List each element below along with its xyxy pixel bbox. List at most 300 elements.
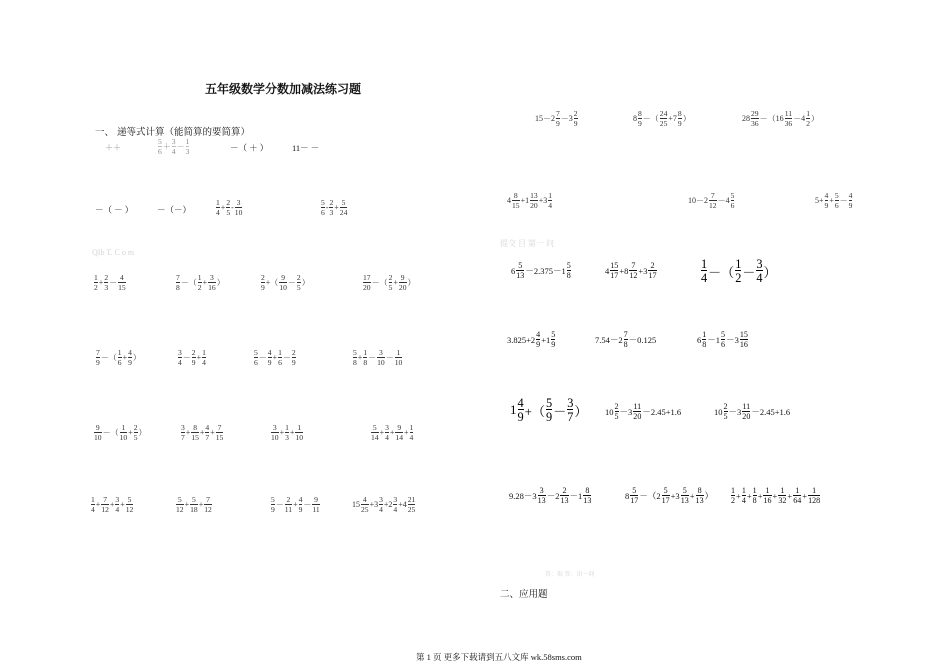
expression <box>352 349 403 366</box>
numerator: 5 <box>730 191 735 200</box>
numerator: 5 <box>341 198 346 207</box>
denominator: 4 <box>115 504 120 514</box>
fraction <box>681 487 689 505</box>
numerator: 7 <box>631 261 636 270</box>
fraction <box>285 496 292 513</box>
numerator: 29 <box>751 109 759 118</box>
fraction <box>763 487 771 505</box>
denominator: 12 <box>204 504 212 514</box>
fraction <box>178 349 182 366</box>
denominator: 13 <box>583 496 592 506</box>
fraction <box>377 349 385 366</box>
fraction <box>191 424 199 441</box>
operator-text: + <box>404 428 409 438</box>
expression <box>175 274 225 291</box>
operator-text: 7.54－2 <box>595 335 623 346</box>
denominator: 9 <box>96 357 100 367</box>
operator-text: －3 <box>619 407 633 418</box>
fraction <box>126 496 134 513</box>
fraction <box>94 274 98 291</box>
expression <box>633 110 691 127</box>
fraction <box>610 262 618 280</box>
fraction <box>181 424 185 441</box>
numerator: 8 <box>638 109 642 118</box>
fraction <box>226 199 230 216</box>
operator-text: ） <box>810 114 819 124</box>
denominator: 6 <box>834 200 839 210</box>
fraction <box>701 258 707 285</box>
operator-text: + <box>95 500 101 510</box>
operator-text: －（16 <box>759 114 784 124</box>
operator-text: ） <box>138 428 147 438</box>
expression <box>260 274 310 291</box>
fraction <box>785 110 793 127</box>
numerator: 5 <box>321 198 325 207</box>
denominator: 5 <box>296 282 301 292</box>
numerator: 7 <box>103 495 107 504</box>
fraction <box>825 192 829 209</box>
fraction <box>538 487 546 505</box>
fraction <box>696 487 704 505</box>
denominator: 4 <box>216 207 220 217</box>
denominator: 10 <box>94 432 102 442</box>
fraction <box>254 349 258 366</box>
numerator: 2 <box>650 261 655 270</box>
fraction <box>295 424 303 441</box>
denominator: 13 <box>516 271 525 281</box>
fraction <box>751 110 759 127</box>
operator-text: 6 <box>511 266 516 277</box>
fraction <box>629 262 637 280</box>
denominator: 4 <box>91 504 95 514</box>
operator-text: +（ <box>265 278 279 288</box>
numerator: 7 <box>206 495 210 504</box>
numerator: 4 <box>205 423 210 432</box>
operator-text: + <box>202 278 208 288</box>
numerator: 5 <box>518 261 523 270</box>
numerator: 4 <box>362 495 367 504</box>
operator-text: + <box>829 196 834 206</box>
fraction <box>567 262 571 280</box>
expression <box>292 142 319 154</box>
numerator: 4 <box>517 396 524 410</box>
denominator: 9 <box>546 410 553 425</box>
denominator: 6 <box>158 146 162 156</box>
fraction <box>753 487 757 505</box>
operator-text: －3 <box>726 335 739 346</box>
numerator: 3 <box>379 348 383 357</box>
fraction <box>101 496 109 513</box>
expression <box>742 110 819 127</box>
operator-text: －2.45+1.6 <box>751 407 791 418</box>
expression <box>510 397 587 424</box>
operator-text: +3 <box>638 266 648 277</box>
operator-text: + <box>279 428 285 438</box>
operator-text: + <box>210 428 215 438</box>
fraction <box>297 274 301 291</box>
denominator: 7 <box>567 410 574 425</box>
denominator: 36 <box>784 118 793 128</box>
fraction <box>204 496 212 513</box>
numerator: 7 <box>556 109 560 118</box>
denominator: 6 <box>117 357 122 367</box>
numerator: 4 <box>128 348 132 357</box>
numerator: 1 <box>396 348 401 357</box>
numerator: 15 <box>610 261 619 270</box>
numerator: 3 <box>178 348 182 357</box>
operator-text: －（－） <box>157 205 192 216</box>
page-title: 五年级数学分数加减法练习题 <box>205 82 362 96</box>
denominator: 4 <box>409 432 414 442</box>
fraction <box>574 110 578 127</box>
fraction <box>371 424 379 441</box>
operator-text: 8 <box>625 491 630 502</box>
operator-text: －（ <box>371 278 388 288</box>
fraction <box>202 349 206 366</box>
fraction <box>363 274 371 291</box>
fraction <box>721 331 725 349</box>
numerator: 1 <box>94 273 98 282</box>
fraction <box>624 331 628 349</box>
denominator: 11 <box>284 504 293 514</box>
operator-text: 28 <box>742 114 750 124</box>
denominator: 32 <box>778 496 787 506</box>
operator-text: ＋＋ <box>105 143 121 152</box>
operator-text: + <box>98 278 104 288</box>
numerator: 1 <box>741 486 746 495</box>
denominator: 4 <box>379 504 383 514</box>
denominator: 18 <box>190 504 198 514</box>
operator-text: + <box>185 428 191 438</box>
denominator: 36 <box>751 118 759 128</box>
numerator: 3 <box>567 396 574 410</box>
numerator: 3 <box>393 495 398 504</box>
expression <box>230 142 268 154</box>
denominator: 2 <box>806 118 810 128</box>
operator-text: 9.28－3 <box>509 491 537 502</box>
expression <box>215 199 243 216</box>
numerator: 5 <box>546 396 553 410</box>
operator-text: + <box>389 428 395 438</box>
fraction <box>118 274 126 291</box>
fraction <box>279 274 287 291</box>
operator-text: 5+ <box>815 196 824 206</box>
fraction <box>808 487 820 505</box>
expression <box>175 496 213 513</box>
operator-text: －（ <box>102 428 119 438</box>
denominator: 3 <box>185 146 190 156</box>
numerator: 24 <box>659 109 668 118</box>
numerator: 2 <box>562 486 567 495</box>
operator-text: －3 <box>560 114 573 124</box>
numerator: 9 <box>400 273 405 282</box>
operator-text: +3 <box>670 491 680 502</box>
fraction <box>756 258 762 285</box>
fraction <box>104 274 108 291</box>
fraction <box>410 424 414 441</box>
operator-text: ） <box>132 353 141 363</box>
denominator: 9 <box>517 410 524 425</box>
numerator: 1 <box>202 348 206 357</box>
fraction <box>731 487 735 505</box>
expression <box>253 349 297 366</box>
fraction <box>806 110 810 127</box>
operator-text: + <box>334 203 339 213</box>
fraction <box>849 192 853 209</box>
fraction <box>118 349 122 366</box>
section-2-heading: 二、应用题 <box>500 589 548 600</box>
fraction <box>208 274 216 291</box>
fraction <box>630 487 638 505</box>
expression <box>507 192 553 209</box>
denominator: 5 <box>133 432 138 442</box>
numerator: 2 <box>296 273 301 282</box>
numerator: 11 <box>742 402 751 411</box>
watermark-right: 提交 目 第一 问 <box>500 239 554 248</box>
fraction <box>633 403 641 421</box>
expression <box>595 331 656 349</box>
denominator: 24 <box>339 207 348 217</box>
fraction <box>835 192 839 209</box>
denominator: 9 <box>848 200 853 210</box>
denominator: 20 <box>398 282 407 292</box>
expression <box>605 403 681 421</box>
denominator: 4 <box>741 496 746 506</box>
denominator: 13 <box>680 496 689 506</box>
expression <box>95 204 133 216</box>
fraction <box>399 274 407 291</box>
numerator: 8 <box>697 486 702 495</box>
fraction <box>778 487 786 505</box>
denominator: 10 <box>119 432 128 442</box>
operator-text: 11－ － <box>292 143 320 154</box>
denominator: 9 <box>556 118 560 128</box>
operator-text: － <box>275 500 284 510</box>
expression <box>370 424 414 441</box>
operator-text: －2.375－1 <box>525 266 566 277</box>
numerator: 2 <box>104 273 109 282</box>
expression <box>730 487 821 505</box>
operator-text: 3.825+2 <box>507 335 536 346</box>
operator-text: +3 <box>538 196 548 206</box>
numerator: 4 <box>536 330 541 339</box>
fraction <box>379 496 383 513</box>
numerator: 1 <box>731 486 736 495</box>
operator-text: + <box>746 491 752 502</box>
fraction <box>96 349 100 366</box>
numerator: 1 <box>117 348 122 357</box>
operator-text: + <box>120 500 125 510</box>
denominator: 4 <box>393 504 398 514</box>
operator-text: + <box>122 353 128 363</box>
fraction <box>261 274 265 291</box>
numerator: 5 <box>551 330 556 339</box>
numerator: 1 <box>297 423 302 432</box>
numerator: 3 <box>115 495 120 504</box>
expression <box>507 331 556 349</box>
numerator: 5 <box>353 348 357 357</box>
denominator: 4 <box>701 271 708 286</box>
numerator: 13 <box>530 191 538 200</box>
operator-text: 1 <box>510 402 517 418</box>
fraction <box>205 424 209 441</box>
denominator: 25 <box>659 118 668 128</box>
denominator: 8 <box>702 340 707 350</box>
expression <box>180 424 224 441</box>
denominator: 20 <box>742 412 751 422</box>
numerator: 4 <box>824 191 829 200</box>
numerator: 3 <box>385 423 389 432</box>
denominator: 9 <box>824 200 829 210</box>
numerator: 7 <box>710 191 715 200</box>
numerator: 1 <box>752 486 757 495</box>
numerator: 1 <box>91 495 95 504</box>
operator-text: + <box>198 500 204 510</box>
expression <box>320 199 348 216</box>
denominator: 9 <box>551 340 556 350</box>
numerator: 2 <box>226 198 231 207</box>
fraction <box>615 403 619 421</box>
operator-text: + <box>802 491 808 502</box>
numerator: 7 <box>176 273 180 282</box>
fraction <box>190 496 198 513</box>
fraction <box>176 496 184 513</box>
fraction <box>518 397 524 424</box>
numerator: 5 <box>566 261 571 270</box>
fraction <box>134 424 138 441</box>
denominator: 12 <box>709 200 717 210</box>
fraction <box>567 397 573 424</box>
numerator: 8 <box>585 486 590 495</box>
denominator: 9 <box>298 504 303 514</box>
operator-text: + <box>184 500 190 510</box>
numerator: 2 <box>133 423 138 432</box>
numerator: 4 <box>298 495 303 504</box>
numerator: 15 <box>739 330 748 339</box>
numerator: 5 <box>663 486 668 495</box>
expression <box>625 487 713 505</box>
operator-text: +1 <box>520 196 530 206</box>
denominator: 4 <box>178 357 182 367</box>
fraction <box>216 199 220 216</box>
denominator: 16 <box>208 282 216 292</box>
numerator: 5 <box>721 330 726 339</box>
operator-text: + <box>199 428 205 438</box>
operator-text: ） <box>216 278 225 288</box>
denominator: 9 <box>536 340 541 350</box>
denominator: 14 <box>371 432 379 442</box>
fraction <box>292 349 296 366</box>
operator-text: + <box>272 353 278 363</box>
operator-text: －（ <box>642 114 659 124</box>
operator-text: － <box>176 142 185 152</box>
numerator: 3 <box>379 495 383 504</box>
numerator: 1 <box>806 109 810 118</box>
operator-text: －4 <box>793 114 806 124</box>
numerator: 1 <box>701 257 708 271</box>
numerator: 3 <box>181 423 185 432</box>
denominator: 15 <box>191 432 199 442</box>
denominator: 16 <box>739 340 748 350</box>
fraction <box>556 110 560 127</box>
expression <box>95 349 141 366</box>
numerator: 2 <box>191 348 196 357</box>
fraction <box>512 192 520 209</box>
operator-text: － <box>109 278 118 288</box>
numerator: 9 <box>397 423 402 432</box>
operator-text: －3 <box>728 407 742 418</box>
numerator: 2 <box>388 273 393 282</box>
denominator: 9 <box>638 118 642 128</box>
fraction <box>742 487 746 505</box>
numerator: 5 <box>834 191 839 200</box>
denominator: 9 <box>191 357 196 367</box>
denominator: 6 <box>278 357 282 367</box>
denominator: 12 <box>176 504 184 514</box>
numerator: 3 <box>171 137 176 146</box>
numerator: 1 <box>780 486 785 495</box>
fraction <box>340 199 348 216</box>
denominator: 10 <box>295 432 304 442</box>
denominator: 20 <box>530 200 538 210</box>
operator-text: + <box>736 491 741 502</box>
operator-text: － <box>368 353 377 363</box>
expression <box>157 138 190 155</box>
expression <box>90 496 134 513</box>
denominator: 2 <box>197 282 202 292</box>
expression <box>815 192 853 209</box>
denominator: 6 <box>721 340 726 350</box>
fraction <box>172 138 176 155</box>
fraction <box>235 199 243 216</box>
fraction <box>536 331 540 349</box>
operator-text: + <box>689 491 695 502</box>
denominator: 9 <box>271 504 275 514</box>
operator-text: 10－2 <box>688 196 708 206</box>
expression <box>535 110 579 127</box>
operator-text: +1 <box>541 335 551 346</box>
fraction <box>94 424 102 441</box>
numerator: 1 <box>185 137 190 146</box>
operator-text: +3 <box>369 500 379 510</box>
numerator: 5 <box>192 495 196 504</box>
operator-text: - <box>325 203 329 213</box>
numerator: 17 <box>363 273 371 282</box>
fraction <box>678 110 682 127</box>
denominator: 5 <box>388 282 393 292</box>
expression <box>714 403 790 421</box>
fraction <box>546 397 552 424</box>
operator-text: ） <box>704 491 714 502</box>
fraction <box>660 110 668 127</box>
numerator: 11 <box>784 109 793 118</box>
numerator: 3 <box>756 257 763 271</box>
numerator: 1 <box>765 486 770 495</box>
expression <box>688 192 735 209</box>
numerator: 2 <box>261 273 265 282</box>
operator-text: 4 <box>507 196 511 206</box>
operator-text: + <box>109 500 115 510</box>
fraction <box>516 262 524 280</box>
numerator: 1 <box>197 273 202 282</box>
expression <box>105 142 121 153</box>
operator-text: － <box>839 196 848 206</box>
denominator: 25 <box>407 504 416 514</box>
operator-text: －（ ＋ ） <box>230 143 269 154</box>
denominator: 2 <box>731 496 736 506</box>
fraction <box>363 349 367 366</box>
denominator: 3 <box>329 207 334 217</box>
